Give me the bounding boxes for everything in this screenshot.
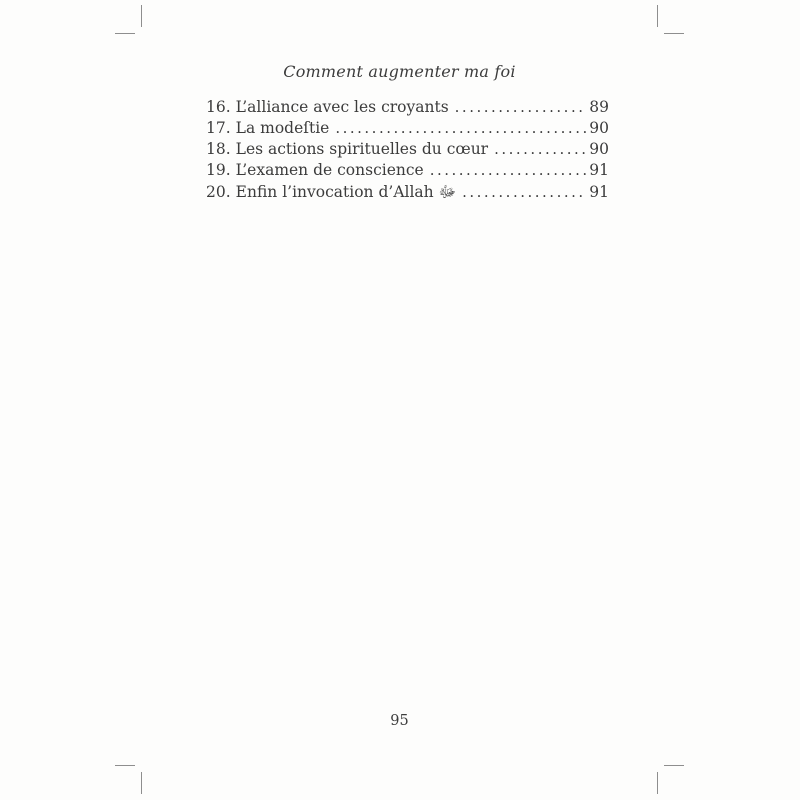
toc-entry-number: 19. [206,161,231,179]
toc-entry [206,98,609,119]
toc-entry-label: Les actions spirituelles du cœur [235,140,489,158]
page-content [142,34,657,765]
toc-entry [206,182,609,203]
crop-mark-bottom-left-horizontal [115,765,135,766]
crop-mark-top-left-vertical [141,5,142,27]
toc-entry [206,161,609,182]
toc-entry-page: 90 [589,140,609,158]
table-of-contents [206,98,609,203]
toc-entry-page: 91 [589,161,609,179]
toc-entry-label: L’alliance avec les croyants [235,98,449,116]
crop-mark-top-right-horizontal [664,33,684,34]
toc-dot-leader [335,119,586,137]
toc-dot-leader [430,161,587,179]
toc-entry [206,119,609,140]
toc-entry-number: 18. [206,140,231,158]
crop-mark-bottom-right-vertical [657,772,658,794]
toc-entry-page: 89 [589,98,609,116]
toc-entry-page: 90 [589,119,609,137]
crop-mark-top-left-horizontal [115,33,135,34]
crop-mark-bottom-left-vertical [141,772,142,794]
crop-mark-top-right-vertical [657,5,658,27]
toc-dot-leader [462,183,586,201]
toc-entry-number: 16. [206,98,231,116]
toc-entry-page: 91 [589,183,609,201]
toc-entry [206,140,609,161]
crop-mark-bottom-right-horizontal [664,765,684,766]
toc-dot-leader [494,140,586,158]
toc-entry-label: Enfin l’invocation d’Allah ﷻ [235,183,457,201]
toc-entry-label: La modeſtie [235,119,330,137]
toc-entry-label: L’examen de conscience [235,161,424,179]
toc-entry-number: 20. [206,183,231,201]
running-header: Comment augmenter ma foi [283,62,516,81]
page-number-folio: 95 [390,713,409,729]
toc-entry-number: 17. [206,119,231,137]
toc-dot-leader [455,98,587,116]
